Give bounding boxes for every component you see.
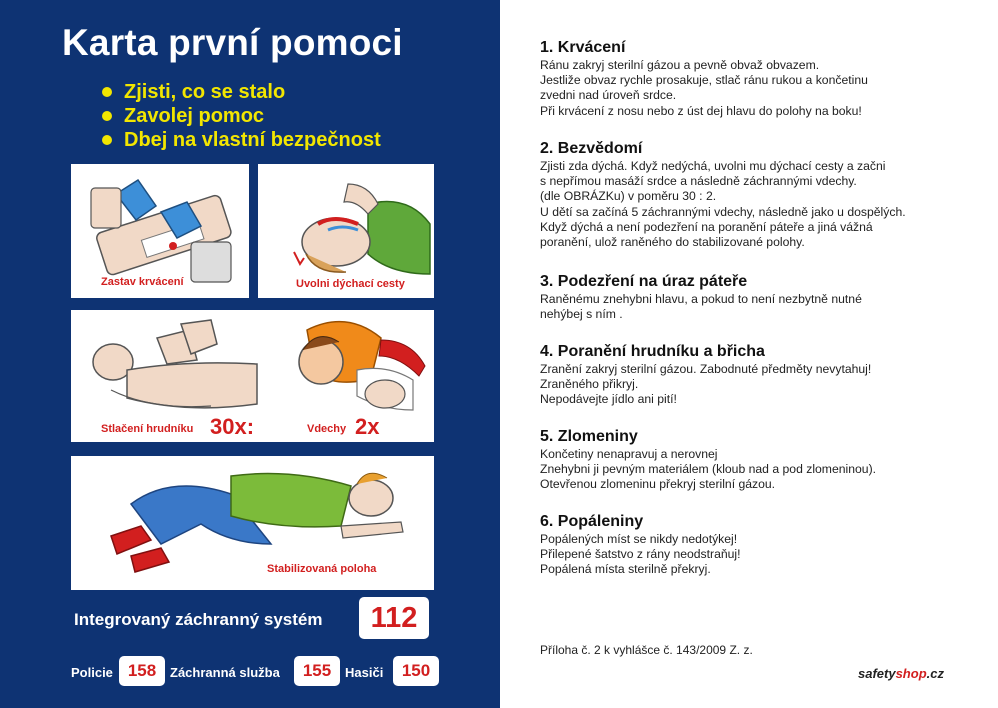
section-line: zvedni nad úroveň srdce. bbox=[540, 88, 677, 103]
section-line: Jestliže obvaz rychle prosakuje, stlač ránu rukou a končetinu bbox=[540, 73, 868, 88]
section-heading: 3. Podezření na úraz páteře bbox=[540, 273, 748, 290]
section-line: Znehybni ji pevným materiálem (kloub nad a pod zlomeninou). bbox=[540, 462, 877, 477]
recovery-position-illustration bbox=[71, 456, 434, 590]
police-number-badge: 158 bbox=[119, 656, 165, 686]
breaths-caption: Vdechy bbox=[307, 423, 347, 435]
recovery-caption: Stabilizovaná poloha bbox=[267, 563, 377, 575]
cpr-illustration-panel bbox=[71, 310, 434, 442]
airway-caption: Uvolni dýchací cesty bbox=[296, 278, 405, 290]
section-line: nehýbej s ním . bbox=[540, 307, 623, 322]
fire-number-badge: 150 bbox=[393, 656, 439, 686]
recovery-position-panel bbox=[71, 456, 434, 590]
section-fractures bbox=[540, 427, 980, 493]
section-heading: 5. Zlomeniny bbox=[540, 428, 638, 445]
ambulance-label: Záchranná služba bbox=[170, 665, 280, 680]
section-heading: 2. Bezvědomí bbox=[540, 140, 643, 157]
section-line: Zraněného přikryj. bbox=[540, 377, 639, 392]
safetyshop-logo bbox=[858, 666, 944, 681]
section-line: (dle OBRÁZKu) v poměru 30 : 2. bbox=[540, 189, 717, 204]
rescue-breaths-illustration bbox=[267, 310, 434, 430]
compressions-caption: Stlačení hrudníku bbox=[101, 423, 194, 435]
bleeding-caption: Zastav krvácení bbox=[101, 276, 184, 288]
bullet-dot-icon bbox=[102, 111, 112, 121]
section-line: Raněnému znehybni hlavu, a pokud to není nezbytně nutné bbox=[540, 292, 862, 306]
police-label: Policie bbox=[71, 665, 113, 680]
key-step: Dbej na vlastní bezpečnost bbox=[102, 128, 381, 152]
bullet-dot-icon bbox=[102, 135, 112, 145]
section-unconsciousness bbox=[540, 139, 980, 250]
section-heading: 4. Poranění hrudníku a břicha bbox=[540, 343, 765, 360]
airway-illustration-panel bbox=[258, 164, 434, 298]
section-line: Zranění zakryj sterilní gázou. Zabodnuté předměty nevytahuj! bbox=[540, 362, 872, 376]
bullet-dot-icon bbox=[102, 87, 112, 97]
ambulance-number-badge: 155 bbox=[294, 656, 340, 686]
section-line: Popálená místa sterilně překryj. bbox=[540, 562, 711, 577]
key-step: Zjisti, co se stalo bbox=[102, 80, 381, 104]
section-line: poranění, ulož raněného do stabilizované polohy. bbox=[540, 235, 805, 250]
logo-accent: shop bbox=[895, 666, 927, 681]
section-line: Zjisti zda dýchá. Když nedýchá, uvolni mu dýchací cesty a začni bbox=[540, 159, 886, 173]
section-line: Končetiny nenapravuj a nerovnej bbox=[540, 447, 718, 461]
key-steps-list bbox=[102, 80, 381, 152]
section-line: Otevřenou zlomeninu překryj sterilní gázou. bbox=[540, 477, 776, 492]
fire-label: Hasiči bbox=[345, 665, 384, 680]
section-line: s nepřímou masáží srdce a následně záchrannými vdechy. bbox=[540, 174, 857, 189]
section-line: Při krvácení z nosu nebo z úst dej hlavu do polohy na boku! bbox=[540, 103, 862, 118]
section-heading: 1. Krvácení bbox=[540, 39, 626, 56]
key-step: Zavolej pomoc bbox=[102, 104, 381, 128]
breaths-count: 2x bbox=[355, 414, 380, 439]
logo-suffix: .cz bbox=[926, 666, 944, 681]
section-burns bbox=[540, 512, 980, 578]
irs-label: Integrovaný záchranný systém bbox=[74, 610, 323, 629]
irs-number-badge: 112 bbox=[359, 597, 429, 639]
section-line: Přilepené šatstvo z rány neodstraňuj! bbox=[540, 547, 741, 562]
compressions-count: 30x: bbox=[210, 414, 255, 439]
logo-main: safety bbox=[858, 666, 896, 681]
section-chest-abdomen bbox=[540, 342, 980, 408]
section-heading: 6. Popáleniny bbox=[540, 513, 644, 530]
page-title: Karta první pomoci bbox=[62, 22, 403, 63]
section-spine-injury bbox=[540, 272, 980, 322]
bleeding-illustration-panel bbox=[71, 164, 249, 298]
section-line: Když dýchá a není podezření na poranění páteře a jiná vážná bbox=[540, 219, 873, 234]
legal-footnote: Příloha č. 2 k vyhlášce č. 143/2009 Z. z. bbox=[540, 643, 753, 657]
section-bleeding bbox=[540, 38, 980, 119]
section-line: Nepodávejte jídlo ani pití! bbox=[540, 392, 677, 407]
section-line: Ránu zakryj sterilní gázou a pevně obvaž obvazem. bbox=[540, 58, 820, 72]
section-line: Popálených míst se nikdy nedotýkej! bbox=[540, 532, 738, 546]
section-line: U dětí sa začíná 5 záchrannými vdechy, následně jako u dospělých. bbox=[540, 204, 906, 219]
